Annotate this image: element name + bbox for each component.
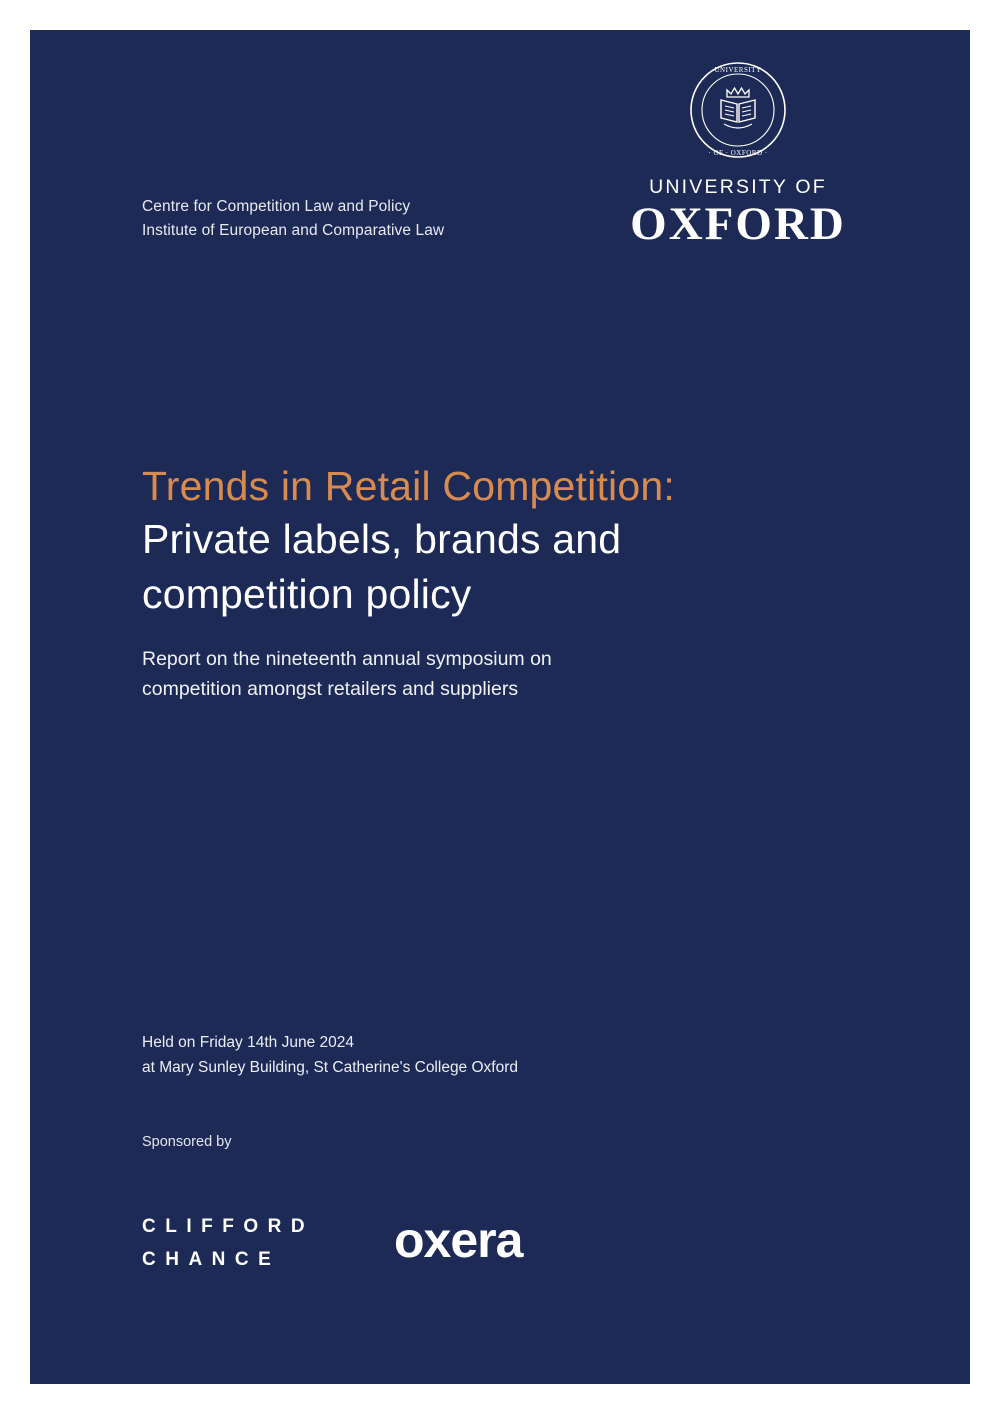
subtitle-line-1: Report on the nineteenth annual symposium on bbox=[142, 647, 552, 670]
oxera-logo bbox=[394, 1215, 584, 1271]
title-line-2: Private labels, brands and bbox=[142, 516, 622, 563]
clifford-chance-line-1: CLIFFORD bbox=[142, 1216, 315, 1237]
university-branding bbox=[588, 58, 888, 249]
event-venue: at Mary Sunley Building, St Catherine's College Oxford bbox=[142, 1059, 519, 1077]
title-line-3: competition policy bbox=[142, 570, 472, 617]
subtitle-line-2: competition amongst retailers and suppliers bbox=[142, 677, 519, 700]
svg-text:oxera: oxera bbox=[394, 1215, 523, 1269]
svg-text:UNIVERSITY: UNIVERSITY bbox=[714, 66, 762, 74]
organisation-block bbox=[142, 195, 444, 243]
clifford-chance-line-2: CHANCE bbox=[142, 1249, 281, 1271]
organisation-line-1: Centre for Competition Law and Policy bbox=[142, 198, 411, 215]
cover-page bbox=[30, 30, 970, 1384]
oxford-crest-icon bbox=[686, 58, 790, 162]
event-details bbox=[142, 1030, 518, 1080]
event-date: Held on Friday 14th June 2024 bbox=[142, 1034, 354, 1051]
title-block bbox=[142, 460, 842, 704]
university-name-top: UNIVERSITY OF bbox=[649, 176, 827, 198]
subtitle-block bbox=[142, 644, 842, 704]
sponsored-by-label: Sponsored by bbox=[142, 1134, 232, 1150]
clifford-chance-logo bbox=[142, 1210, 314, 1277]
organisation-line-2: Institute of European and Comparative Law bbox=[142, 222, 445, 240]
university-name-main: OXFORD bbox=[630, 198, 846, 250]
title-line-1: Trends in Retail Competition: bbox=[142, 463, 675, 509]
sponsor-logos bbox=[142, 1210, 584, 1277]
svg-text:· OF · OXFORD ·: · OF · OXFORD · bbox=[708, 149, 768, 157]
